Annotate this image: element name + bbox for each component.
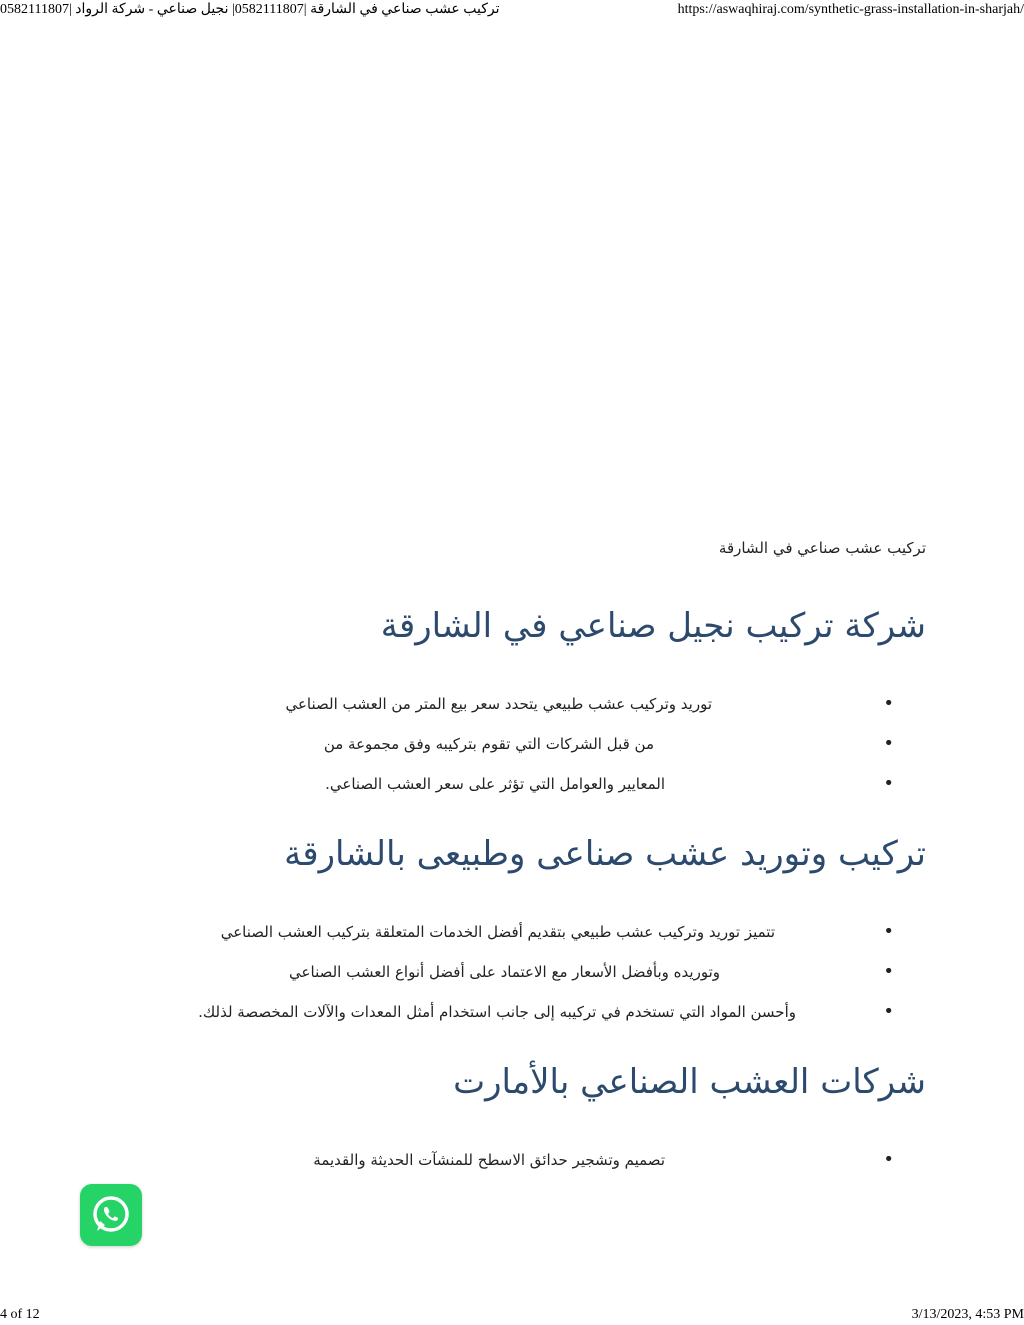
breadcrumb: تركيب عشب صناعي في الشارقة (718, 539, 926, 557)
print-date: 3/13/2023, 4:53 PM (911, 1307, 1024, 1322)
list-item-text: وأحسن المواد التي تستخدم في تركيبه إلى جانب استخدام أمثل المعدات والآلات المخصصة لذلك. (198, 1003, 796, 1021)
bullet-icon: • (883, 733, 894, 754)
bullet-icon: • (883, 961, 894, 982)
print-footer (0, 1305, 1024, 1325)
whatsapp-button[interactable] (80, 1184, 142, 1246)
list-item (120, 952, 926, 992)
list-item-text: تتميز توريد وتركيب عشب طبيعي بتقديم أفضل الخدمات المتعلقة بتركيب العشب الصناعي (220, 923, 775, 941)
bullet-icon: • (883, 921, 894, 942)
section-list (120, 684, 926, 804)
page-number: 4 of 12 (0, 1307, 40, 1322)
list-item-text: وتوريده وبأفضل الأسعار مع الاعتماد على أفضل أنواع العشب الصناعي (289, 963, 720, 981)
list-item (120, 764, 926, 804)
article-content (120, 520, 926, 1180)
section-heading: شركات العشب الصناعي بالأمارت (453, 1062, 926, 1102)
list-item-text: تصميم وتشجير حدائق الاسطح للمنشآت الحديثة والقديمة (313, 1151, 665, 1169)
print-page-title: تركيب عشب صناعي في الشارقة |0582111807| نجيل صناعي - شركة الرواد |0582111807 (0, 2, 500, 17)
whatsapp-icon (88, 1192, 134, 1238)
list-item (120, 1140, 926, 1180)
bullet-icon: • (883, 1001, 894, 1022)
bullet-icon: • (883, 1149, 894, 1170)
section-list (120, 1140, 926, 1180)
section-list (120, 912, 926, 1032)
section-heading: شركة تركيب نجيل صناعي في الشارقة (380, 606, 926, 646)
list-item (120, 992, 926, 1032)
list-item-text: من قبل الشركات التي تقوم بتركيبه وفق مجموعة من (323, 735, 654, 753)
list-item (120, 684, 926, 724)
list-item (120, 724, 926, 764)
list-item-text: توريد وتركيب عشب طبيعي يتحدد سعر بيع المتر من العشب الصناعي (285, 695, 712, 713)
section-heading: تركيب وتوريد عشب صناعى وطبيعى بالشارقة (284, 834, 926, 874)
list-item (120, 912, 926, 952)
bullet-icon: • (883, 773, 894, 794)
print-page-url[interactable]: https://aswaqhiraj.com/synthetic-grass-installation-in-sharjah/ (677, 2, 1024, 17)
print-header (0, 0, 1024, 20)
list-item-text: المعايير والعوامل التي تؤثر على سعر العشب الصناعي. (325, 775, 665, 793)
bullet-icon: • (883, 693, 894, 714)
